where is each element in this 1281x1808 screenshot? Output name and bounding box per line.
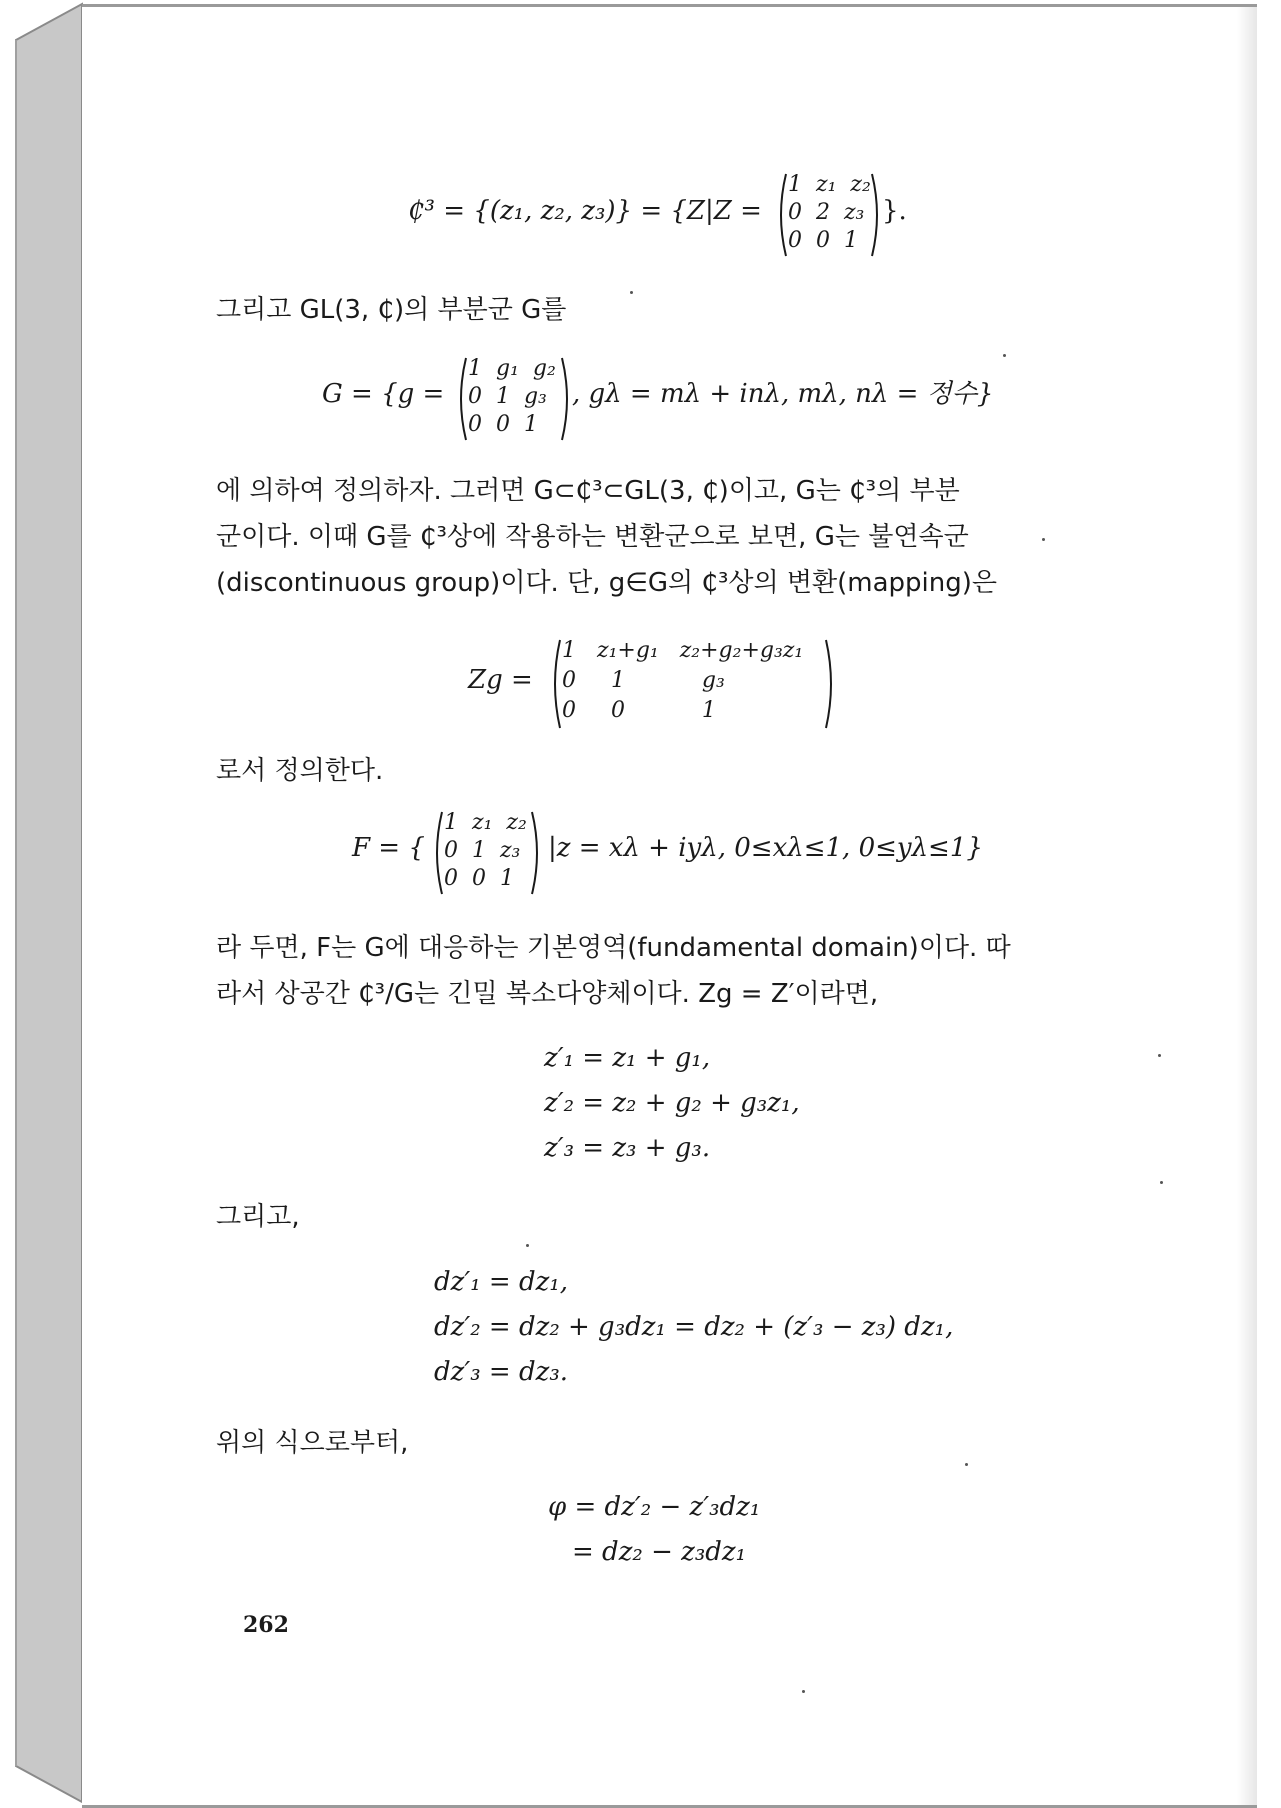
eq6-line-3: dz′₃ = dz₃. bbox=[434, 1357, 569, 1387]
scan-speck bbox=[802, 1690, 805, 1693]
eq4-row-1: 1 z₁ z₂ bbox=[444, 810, 527, 835]
paragraph-2-line-1: 에 의하여 정의하자. 그러면 G⊂₵³⊂GL(3, ₵)이고, G는 ₵³의 부분 bbox=[216, 476, 960, 506]
paragraph-3: 로서 정의한다. bbox=[216, 756, 384, 786]
eq1-matrix bbox=[776, 172, 882, 258]
eq5-line-2: z′₂ = z₂ + g₂ + g₃z₁, bbox=[544, 1088, 800, 1118]
paragraph-6: 위의 식으로부터, bbox=[216, 1428, 409, 1458]
eq2-tail: , gλ = mλ + inλ, mλ, nλ = 정수} bbox=[572, 379, 994, 409]
page-edge bbox=[1237, 7, 1257, 1805]
eq4-row-3: 0 0 1 bbox=[444, 866, 514, 891]
paragraph-2-line-3: (discontinuous group)이다. 단, g∈G의 ₵³상의 변환(mapping)은 bbox=[216, 568, 997, 598]
eq1-lhs: ₵³ = {(z₁, z₂, z₃)} = {Z|Z = bbox=[408, 196, 762, 226]
eq2-lhs: G = {g = bbox=[322, 379, 445, 409]
eq7-line-2: = dz₂ − z₃dz₁ bbox=[572, 1537, 747, 1567]
paragraph-4-line-1: 라 두면, F는 G에 대응하는 기본영역(fundamental domain)이다. 따 bbox=[216, 933, 1011, 963]
eq5-line-3: z′₃ = z₃ + g₃. bbox=[544, 1133, 711, 1163]
paragraph-4-line-2: 라서 상공간 ₵³/G는 긴밀 복소다양체이다. Zg = Z′이라면, bbox=[216, 979, 879, 1009]
eq1-row-1: 1 z₁ z₂ bbox=[788, 172, 871, 197]
scan-speck bbox=[1042, 538, 1045, 541]
eq4-row-2: 0 1 z₃ bbox=[444, 838, 521, 863]
scan-speck bbox=[965, 1463, 968, 1466]
scan-speck bbox=[630, 291, 633, 294]
eq6-line-2: dz′₂ = dz₂ + g₃dz₁ = dz₂ + (z′₃ − z₃) dz₁, bbox=[434, 1312, 954, 1342]
eq4-lhs: F = { bbox=[352, 833, 425, 863]
paragraph-1: 그리고 GL(3, ₵)의 부분군 G를 bbox=[216, 295, 567, 325]
eq1-tail: }. bbox=[882, 196, 907, 226]
eq3-row-3: 0 0 1 bbox=[562, 698, 716, 723]
eq2-row-1: 1 g₁ g₂ bbox=[468, 356, 556, 381]
scan-speck bbox=[1160, 1181, 1163, 1184]
eq2-matrix bbox=[456, 356, 572, 442]
paragraph-2-line-2: 군이다. 이때 G를 ₵³상에 작용하는 변환군으로 보면, G는 불연속군 bbox=[216, 522, 969, 552]
eq3-row-1: 1 z₁+g₁ z₂+g₂+g₃z₁ bbox=[562, 638, 804, 663]
scan-speck bbox=[1003, 354, 1006, 357]
eq7-line-1: φ = dz′₂ − z′₃dz₁ bbox=[548, 1492, 761, 1522]
book-spine bbox=[0, 0, 90, 1806]
paragraph-5: 그리고, bbox=[216, 1202, 300, 1232]
eq2-row-2: 0 1 g₃ bbox=[468, 384, 547, 409]
scan-speck bbox=[1158, 1054, 1161, 1057]
eq3-matrix bbox=[550, 638, 836, 730]
scan-speck bbox=[526, 1244, 529, 1247]
eq5-line-1: z′₁ = z₁ + g₁, bbox=[544, 1043, 711, 1073]
eq6-line-1: dz′₁ = dz₁, bbox=[434, 1267, 569, 1297]
eq3-row-2: 0 1 g₃ bbox=[562, 668, 725, 693]
page-number: 262 bbox=[243, 1612, 289, 1638]
eq4-matrix bbox=[432, 810, 542, 896]
eq1-row-3: 0 0 1 bbox=[788, 228, 858, 253]
eq2-row-3: 0 0 1 bbox=[468, 412, 538, 437]
eq1-row-2: 0 2 z₃ bbox=[788, 200, 865, 225]
eq3-lhs: Zg = bbox=[468, 665, 533, 695]
eq4-tail: |z = xλ + iyλ, 0≤xλ≤1, 0≤yλ≤1} bbox=[548, 833, 983, 863]
